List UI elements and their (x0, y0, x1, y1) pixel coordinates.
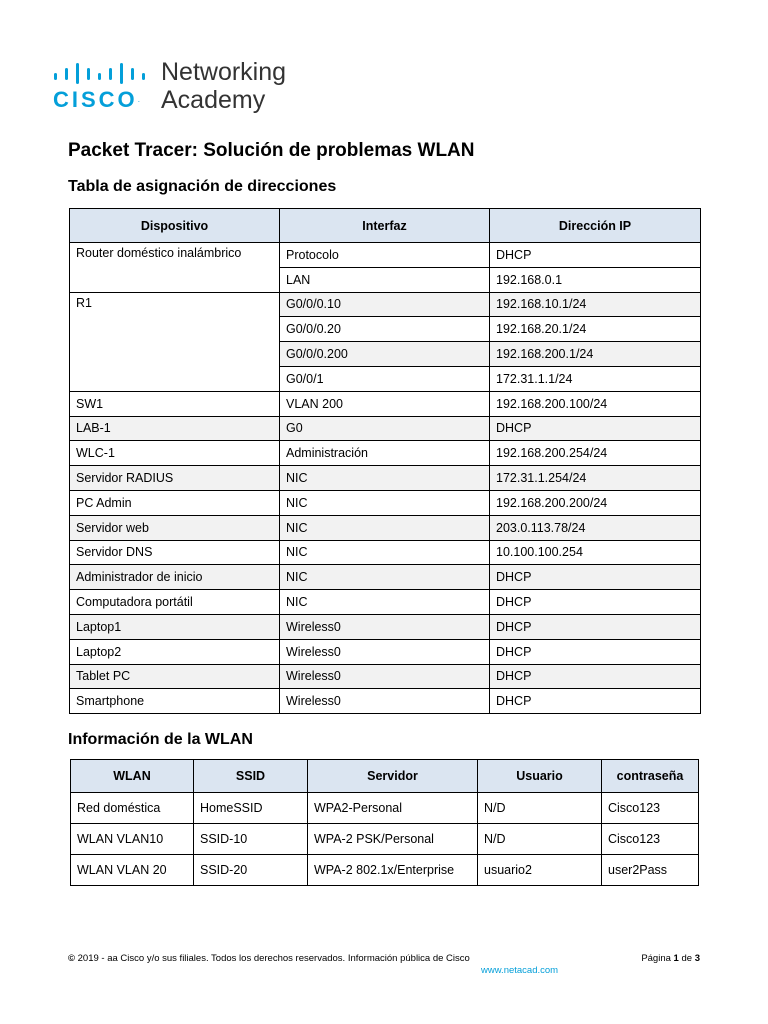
user-cell: usuario2 (478, 855, 602, 886)
interface-cell: NIC (280, 515, 490, 540)
wlan-info-table (70, 759, 699, 886)
table-row (70, 590, 701, 615)
ip-cell: DHCP (490, 689, 701, 714)
password-cell: Cisco123 (602, 824, 699, 855)
interface-cell: G0/0/1 (280, 366, 490, 391)
cisco-wordmark: CISCO. (53, 87, 140, 112)
copyright-icon: © (68, 953, 75, 964)
interface-cell: Wireless0 (280, 664, 490, 689)
addressing-table (69, 208, 701, 714)
ip-cell: 10.100.100.254 (490, 540, 701, 565)
device-cell: Servidor web (70, 515, 280, 540)
ssid-cell: SSID-10 (194, 824, 308, 855)
ip-cell: DHCP (490, 639, 701, 664)
table-row (70, 614, 701, 639)
interface-cell: G0 (280, 416, 490, 441)
column-header-wlan: WLAN (71, 760, 194, 793)
interface-cell: NIC (280, 466, 490, 491)
ip-cell: 192.168.200.1/24 (490, 342, 701, 367)
interface-cell: NIC (280, 490, 490, 515)
device-cell: PC Admin (70, 490, 280, 515)
interface-cell: VLAN 200 (280, 391, 490, 416)
column-header-user: Usuario (478, 760, 602, 793)
interface-cell: Wireless0 (280, 689, 490, 714)
ip-cell: 192.168.20.1/24 (490, 317, 701, 342)
table-row (71, 793, 699, 824)
ip-cell: 192.168.0.1 (490, 267, 701, 292)
table-row (71, 824, 699, 855)
column-header-ssid: SSID (194, 760, 308, 793)
ip-cell: 192.168.200.200/24 (490, 490, 701, 515)
ip-cell: 192.168.200.100/24 (490, 391, 701, 416)
ip-cell: DHCP (490, 590, 701, 615)
device-cell: Administrador de inicio (70, 565, 280, 590)
column-header-server: Servidor (308, 760, 478, 793)
interface-cell: NIC (280, 590, 490, 615)
ip-cell: 203.0.113.78/24 (490, 515, 701, 540)
password-cell: user2Pass (602, 855, 699, 886)
device-cell: Laptop1 (70, 614, 280, 639)
wlan-cell: WLAN VLAN10 (71, 824, 194, 855)
ip-cell: 192.168.200.254/24 (490, 441, 701, 466)
interface-cell: LAN (280, 267, 490, 292)
wlan-cell: WLAN VLAN 20 (71, 855, 194, 886)
addressing-table-heading: Tabla de asignación de direcciones (68, 178, 337, 195)
device-cell: Servidor DNS (70, 540, 280, 565)
device-cell: Computadora portátil (70, 590, 280, 615)
interface-cell: Administración (280, 441, 490, 466)
wlan-table-body (71, 793, 699, 886)
cisco-bridge-bars-icon (53, 62, 149, 84)
table-row (70, 466, 701, 491)
table-row (71, 855, 699, 886)
ip-cell: DHCP (490, 664, 701, 689)
password-cell: Cisco123 (602, 793, 699, 824)
user-cell: N/D (478, 793, 602, 824)
ip-cell: DHCP (490, 614, 701, 639)
interface-cell: NIC (280, 565, 490, 590)
device-cell: LAB-1 (70, 416, 280, 441)
device-cell: R1 (70, 292, 280, 391)
server-cell: WPA-2 PSK/Personal (308, 824, 478, 855)
footer-copyright (68, 953, 470, 964)
table-row (70, 416, 701, 441)
table-row (70, 292, 701, 317)
interface-cell: Wireless0 (280, 614, 490, 639)
networking-academy-text: Networking Academy (161, 58, 287, 114)
table-row (70, 639, 701, 664)
interface-cell: Wireless0 (280, 639, 490, 664)
interface-cell: G0/0/0.20 (280, 317, 490, 342)
interface-cell: G0/0/0.200 (280, 342, 490, 367)
interface-cell: NIC (280, 540, 490, 565)
interface-cell: G0/0/0.10 (280, 292, 490, 317)
netacad-link[interactable]: www.netacad.com (481, 965, 559, 976)
table-row (70, 441, 701, 466)
addressing-table-body (70, 243, 701, 714)
table-row (70, 565, 701, 590)
device-cell: Tablet PC (70, 664, 280, 689)
device-cell: WLC-1 (70, 441, 280, 466)
device-cell: SW1 (70, 391, 280, 416)
server-cell: WPA2-Personal (308, 793, 478, 824)
cisco-networking-academy-logo (53, 58, 313, 116)
device-cell: Servidor RADIUS (70, 466, 280, 491)
ip-cell: DHCP (490, 565, 701, 590)
page-title: Packet Tracer: Solución de problemas WLAN (68, 140, 475, 161)
ip-cell: DHCP (490, 416, 701, 441)
ip-cell: 192.168.10.1/24 (490, 292, 701, 317)
device-cell: Laptop2 (70, 639, 280, 664)
table-row (70, 689, 701, 714)
ip-cell: 172.31.1.254/24 (490, 466, 701, 491)
ip-cell: 172.31.1.1/24 (490, 366, 701, 391)
column-header-device: Dispositivo (70, 209, 280, 243)
device-cell: Router doméstico inalámbrico (70, 243, 280, 293)
table-row (70, 243, 701, 268)
column-header-interface: Interfaz (280, 209, 490, 243)
table-row (70, 540, 701, 565)
wlan-info-heading: Información de la WLAN (68, 731, 253, 748)
column-header-ip: Dirección IP (490, 209, 701, 243)
addressing-table-header-row (70, 209, 701, 243)
wlan-table-header-row (71, 760, 699, 793)
ip-cell: DHCP (490, 243, 701, 268)
table-row (70, 490, 701, 515)
column-header-password: contraseña (602, 760, 699, 793)
wlan-cell: Red doméstica (71, 793, 194, 824)
page-number: Página 1 de 3 (641, 953, 700, 964)
interface-cell: Protocolo (280, 243, 490, 268)
ssid-cell: HomeSSID (194, 793, 308, 824)
ssid-cell: SSID-20 (194, 855, 308, 886)
table-row (70, 515, 701, 540)
table-row (70, 664, 701, 689)
table-row (70, 391, 701, 416)
copyright-text: 2019 - aa Cisco y/o sus filiales. Todos los derechos reservados. Información pública de Cisco (75, 953, 470, 964)
user-cell: N/D (478, 824, 602, 855)
device-cell: Smartphone (70, 689, 280, 714)
server-cell: WPA-2 802.1x/Enterprise (308, 855, 478, 886)
